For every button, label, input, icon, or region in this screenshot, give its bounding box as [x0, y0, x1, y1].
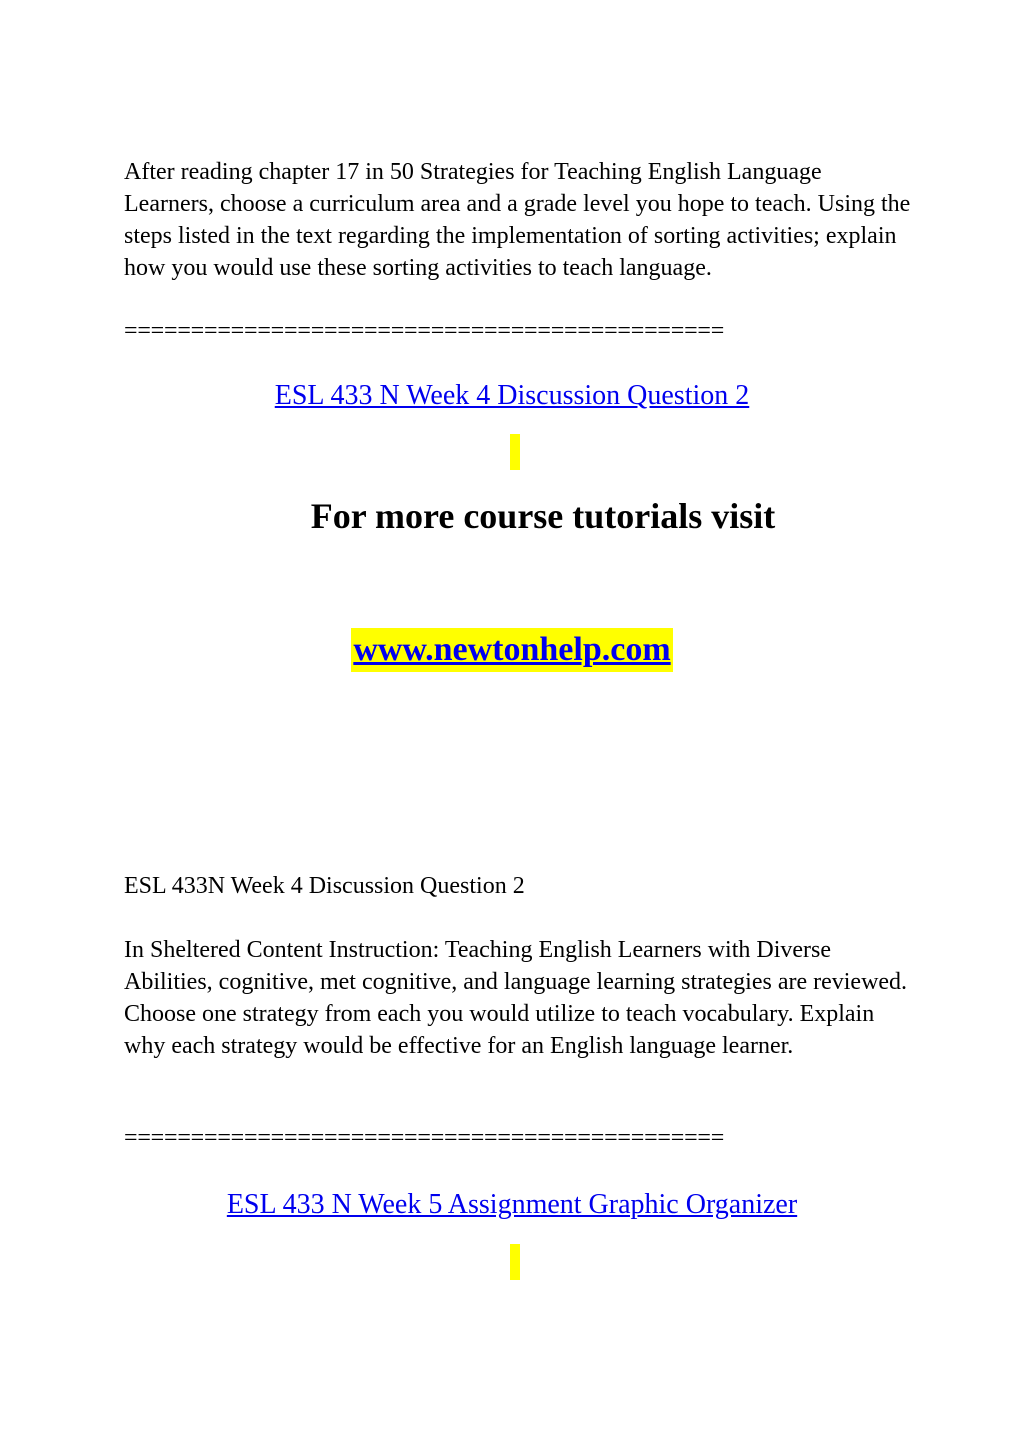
website-link[interactable]: www.newtonhelp.com — [351, 628, 672, 672]
question-paragraph: In Sheltered Content Instruction: Teaching English Learners with Diverse Abilities, cognitive, met cognitive, and language learning strategies are reviewed. Choose one strategy from each you would utilize to teach vocabulary. Explain why each strategy would be effective for an English language learner. — [124, 937, 908, 1059]
intro-paragraph: After reading chapter 17 in 50 Strategies for Teaching English Language Learners, choose a curriculum area and a grade level you hope to teach. Using the steps listed in the text regarding the implementation of sorting activities; explain how you would use these sorting activities to teach language. — [124, 159, 911, 281]
website-row — [0, 628, 1024, 672]
question-title: ESL 433N Week 4 Discussion Question 2 — [124, 873, 525, 899]
esl-week5-graphic-organizer-link[interactable]: ESL 433 N Week 5 Assignment Graphic Organizer — [226, 1189, 798, 1220]
link-row — [0, 380, 1024, 412]
separator-line: ============================================= — [124, 318, 725, 344]
highlight-marker — [510, 434, 520, 470]
promo-heading-row — [0, 496, 1024, 536]
separator-line: ============================================= — [124, 1125, 725, 1151]
promo-heading: For more course tutorials visit — [310, 496, 776, 536]
highlight-marker — [510, 1244, 520, 1280]
esl-week4-dq2-link[interactable]: ESL 433 N Week 4 Discussion Question 2 — [274, 380, 750, 411]
link-row — [0, 1189, 1024, 1221]
